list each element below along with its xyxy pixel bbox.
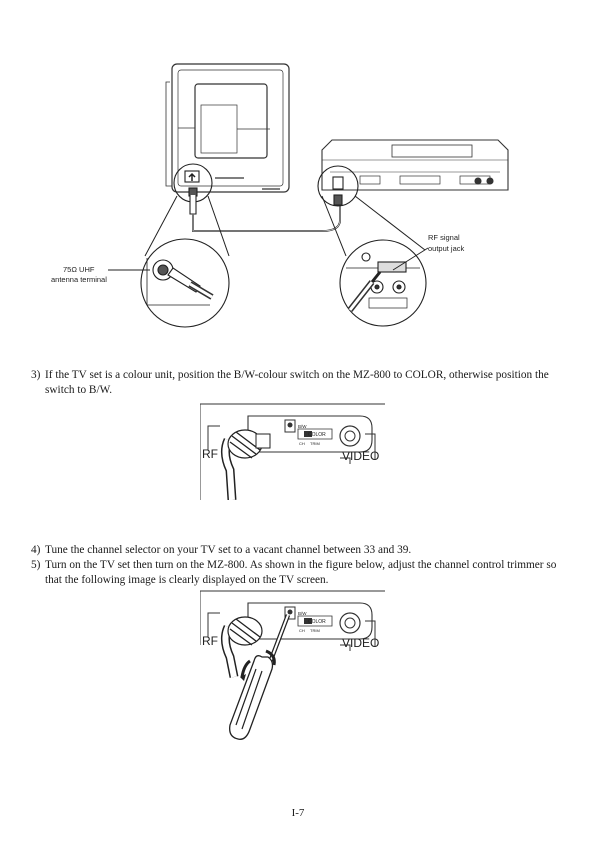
antenna-terminal-label: antenna terminal [51,275,107,284]
channel-trimmer-figure [200,585,400,745]
page-number: I-7 [291,807,305,819]
video-label-2: VIDEO [342,636,380,650]
rf-jack-detail [340,240,426,326]
step-3-number: 3) [31,369,41,381]
trim-label: TRIM [310,441,320,446]
bw-label-2: B/W [298,611,307,616]
tv-set [166,64,289,192]
rf-label: RF [202,447,218,461]
colour-switch-figure [200,398,400,500]
step-5-number: 5) [31,559,41,571]
step-4-number: 4) [31,544,41,556]
color-label-2: COLOR [308,619,326,625]
ch-label: CH [299,441,305,446]
bw-label: B/W [298,424,307,429]
step-5 [31,558,571,588]
steps-4-5 [31,543,571,588]
step-3-text: If the TV set is a colour unit, position the B/W-colour switch on the MZ-800 to COLOR, otherwise position the switch to B/W. [45,369,549,396]
video-label: VIDEO [342,449,380,463]
rf-label-2: RF [202,634,218,648]
mz800-computer [322,140,508,190]
ch-label-2: CH [299,628,305,633]
trim-label-2: TRIM [310,628,320,633]
step-4-text: Tune the channel selector on your TV set to a vacant channel between 33 and 39. [45,544,412,556]
output-jack-label: output jack [428,244,465,253]
color-label: COLOR [308,432,326,438]
uhf-terminal-detail [141,239,229,327]
step-4 [31,543,571,558]
rf-signal-label: RF signal [428,233,460,242]
tv-connector-detail [174,164,212,214]
uhf-label: 75Ω UHF [63,265,95,274]
step-5-text: Turn on the TV set then turn on the MZ-800. As shown in the figure below, adjust the channel control trimmer so that the following image is clearly displayed on the TV screen. [45,559,557,586]
connection-diagram [0,0,596,350]
step-3 [31,368,571,398]
